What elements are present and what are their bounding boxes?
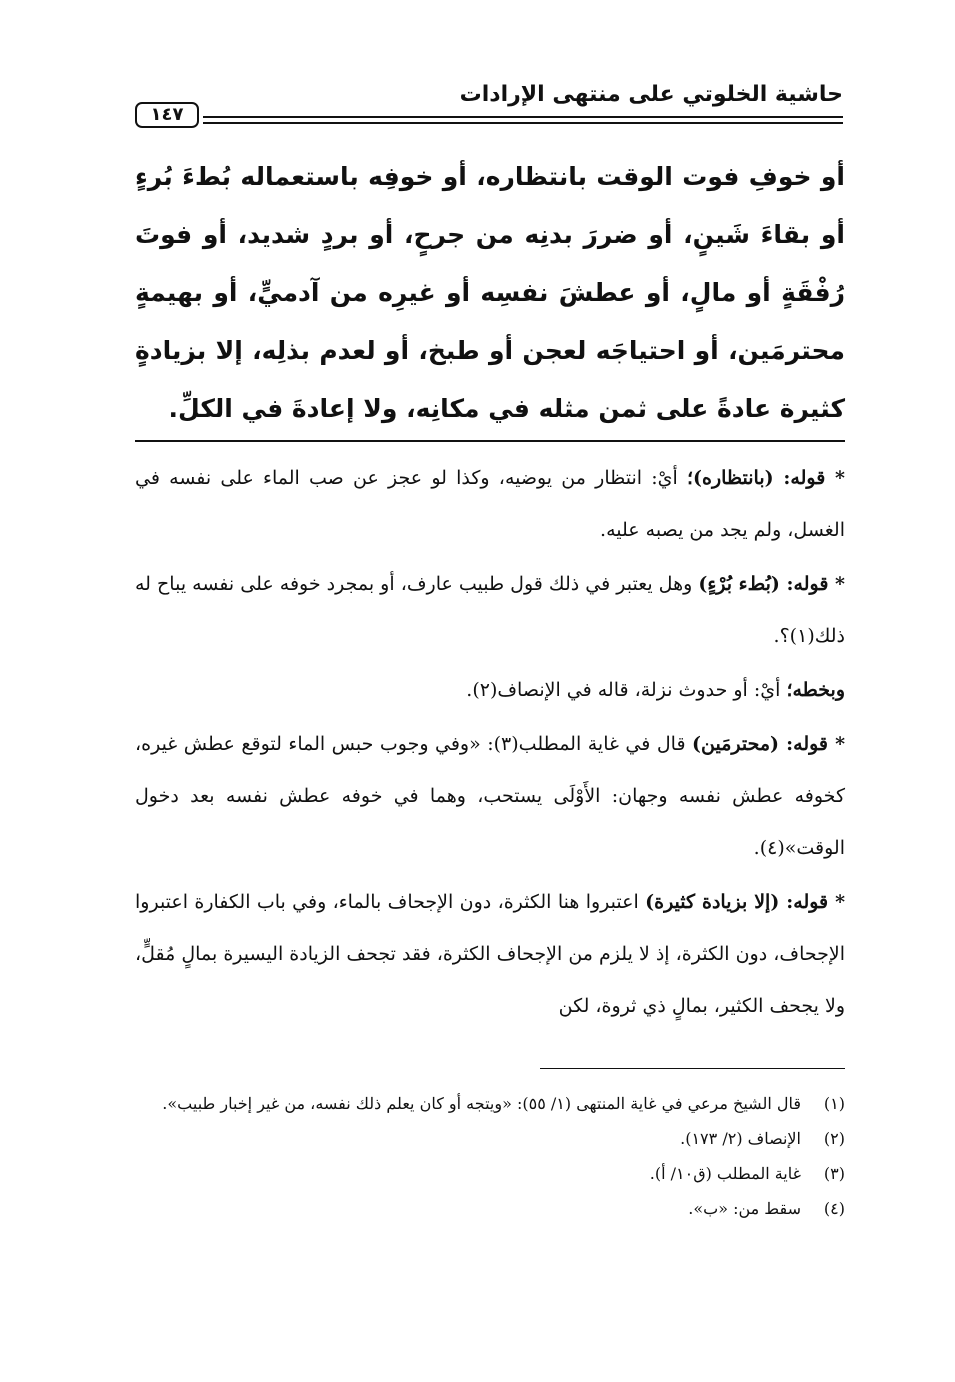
commentary-paragraph [135,452,845,556]
commentary [135,452,845,1032]
commentary-lead: وبخطه؛ [786,679,845,701]
commentary-text: وهل يعتبر في ذلك قول طبيب عارف، أو بمجرد خوفه على نفسه يباح له ذلك(١)؟. [135,573,845,647]
commentary-text: قال في غاية المطلب(٣): «وفي وجوب حبس الماء لتوقع عطش غيره، كخوفه عطش نفسه وجهان: الأَوْلَى يستحب، وهما في خوفه عطش نفسه بعد دخول الوقت»(٤). [135,733,845,859]
running-title: حاشية الخلوتي على منتهى الإرادات [459,82,843,107]
main-text-paragraph: أو خوفِ فوت الوقت بانتظاره، أو خوفِه باستعماله بُطءَ بُرءٍ أو بقاءَ شَينٍ، أو ضررَ بدنِه من جرحٍ، أو بردٍ شديد، أو فوتَ رُفْقَةٍ أو مالٍ، أو عطشَ نفسِه أو غيرِه من آدميٍّ، أو بهيمةٍ محترمَين، أو احتياجَه لعجن أو طبخ، أو لعدم بذلِه، إلا بزيادةٍ كثيرة عادةً على ثمن مثله في مكانِه، ولا إعادةَ في الكلِّ. [135,162,845,423]
page-number: ١٤٧ [135,102,199,128]
footnotes [135,1086,845,1226]
commentary-lead: * قوله: (بُطء بُرْءٍ) [698,573,845,595]
footnote-number: (٢) [823,1129,845,1148]
main-text-divider [135,440,845,442]
footnote-text: الإنصاف (٢/ ١٧٣). [680,1129,801,1148]
footnote-number: (١) [823,1094,845,1113]
commentary-paragraph [135,664,845,716]
footnote [135,1191,845,1226]
main-text [135,148,845,438]
footnote [135,1121,845,1156]
footnote-number: (٣) [823,1164,845,1183]
footnote-text: سقط من: «ب». [688,1199,801,1218]
page-header [135,82,843,126]
commentary-lead: * قوله: (بانتظاره)؛ [686,467,845,489]
header-rule-top [203,116,843,118]
footnote-number: (٤) [823,1199,845,1218]
commentary-text: أيْ: انتظار من يوضيه، وكذا لو عجز عن صب الماء على نفسه في الغسل، ولم يجد من يصبه عليه. [135,467,845,541]
commentary-paragraph [135,558,845,662]
header-rule-bottom [203,122,843,124]
footnote [135,1156,845,1191]
footnote-text: قال الشيخ مرعي في غاية المنتهى (١/ ٥٥): «ويتجه أو كان يعلم ذلك نفسه، من غير إخبار طبيب». [162,1094,801,1113]
commentary-lead: * قوله: (محترمَين) [692,733,846,755]
commentary-text: أيْ: أو حدوث نزلة، قاله في الإنصاف(٢). [466,679,787,701]
commentary-text: اعتبروا هنا الكثرة، دون الإجحاف بالماء، وفي باب الكفارة اعتبروا الإجحاف، دون الكثرة، إذ لا يلزم من الإجحاف الكثرة، فقد تجحف الزيادة اليسيرة بمالٍ مُقلٍّ، ولا يجحف الكثير، بمالٍ ذي ثروة، لكن [135,891,845,1017]
footnote-text: غاية المطلب (ق١٠/ أ). [649,1164,801,1183]
footnote [135,1086,845,1121]
commentary-paragraph [135,876,845,1032]
footnote-divider [540,1068,845,1069]
commentary-paragraph [135,718,845,874]
commentary-lead: * قوله: (إلا بزيادة كثيرة) [645,891,846,913]
